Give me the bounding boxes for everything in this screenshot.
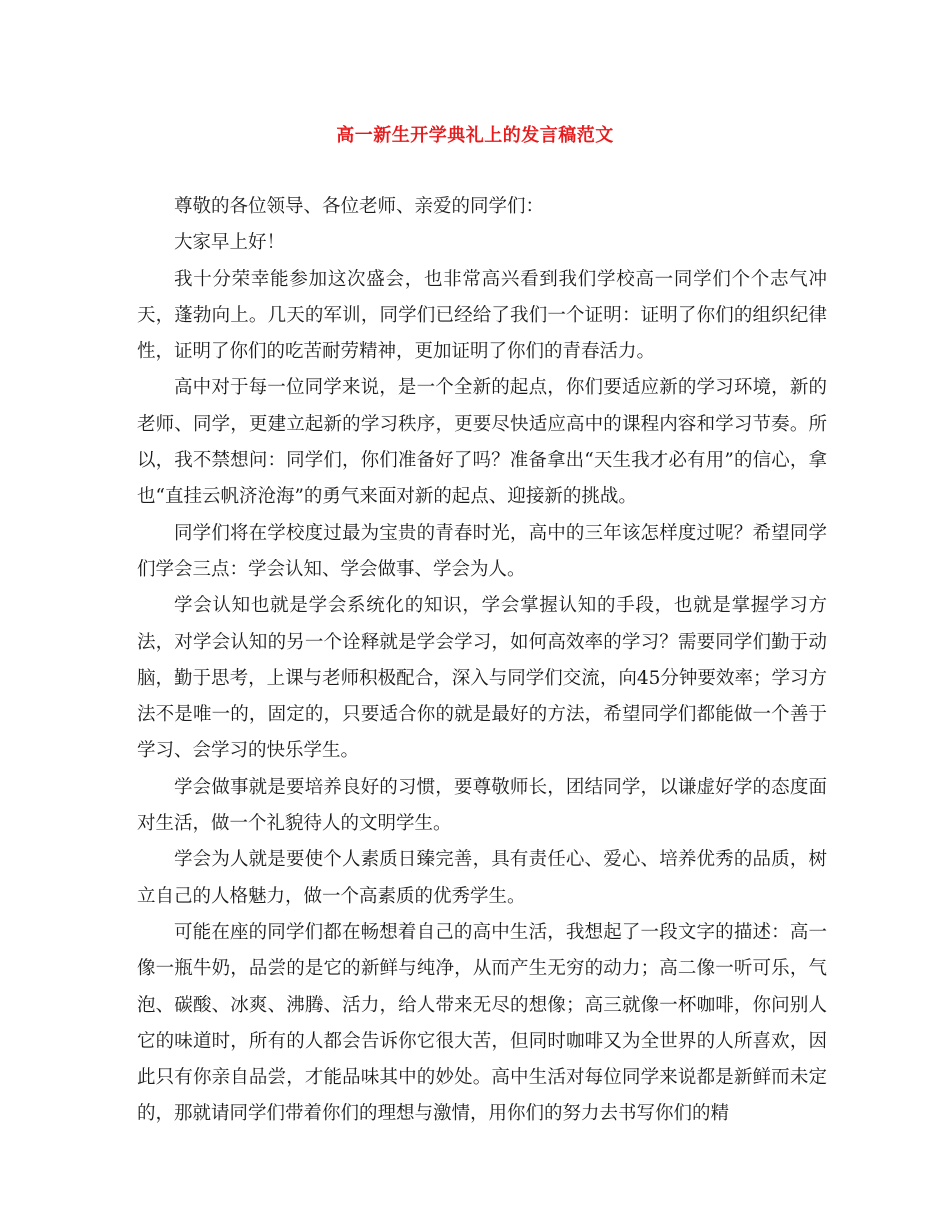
paragraph: 学会为人就是要使个人素质日臻完善，具有责任心、爱心、培养优秀的品质，树立自己的人格魅力，做一个高素质的优秀学生。	[137, 849, 827, 907]
paragraph: 学会认知也就是学会系统化的知识，学会掌握认知的手段，也就是掌握学习方法，对学会认知的另一个诠释就是学会学习，如何高效率的学习？需要同学们勤于动脑，勤于思考，上课与老师积极配合，深入与同学们交流，向45分钟要效率；学习方法不是唯一的，固定的，只要适合你的就是最好的方法，希望同学们都能做一个善于学习、会学习的快乐学生。	[137, 595, 827, 762]
document-title: 高一新生开学典礼上的发言稿范文	[336, 125, 614, 146]
paragraph: 同学们将在学校度过最为宝贵的青春时光，高中的三年该怎样度过呢？希望同学们学会三点：学会认知、学会做事、学会为人。	[137, 522, 827, 580]
paragraph: 高中对于每一位同学来说，是一个全新的起点，你们要适应新的学习环境，新的老师、同学，更建立起新的学习秩序，更要尽快适应高中的课程内容和学习节奏。所以，我不禁想问：同学们，你们准备好了吗？准备拿出“天生我才必有用”的信心，拿也“直挂云帆济沧海”的勇气来面对新的起点、迎接新的挑战。	[137, 377, 827, 508]
paragraph: 学会做事就是要培养良好的习惯，要尊敬师长，团结同学，以谦虚好学的态度面对生活，做一个礼貌待人的文明学生。	[137, 776, 827, 835]
paragraph: 可能在座的同学们都在畅想着自己的高中生活，我想起了一段文字的描述：高一像一瓶牛奶，品尝的是它的新鲜与纯净，从而产生无穷的动力；高二像一听可乐，气泡、碳酸、冰爽、沸腾、活力，给人带来无尽的想像；高三就像一杯咖啡，你问别人它的味道时，所有的人都会告诉你它很大苦，但同时咖啡又为全世界的人所喜欢，因此只有你亲自品尝，才能品味其中的妙处。高中生活对每位同学来说都是新鲜而未定的，那就请同学们带着你们的理想与激情，用你们的努力去书写你们的精	[137, 921, 827, 1125]
document-body	[137, 189, 827, 1133]
paragraph-greeting: 大家早上好！	[174, 232, 286, 254]
paragraph-salutation: 尊敬的各位领导、各位老师、亲爱的同学们：	[174, 196, 545, 217]
paragraph: 我十分荣幸能参加这次盛会，也非常高兴看到我们学校高一同学们个个志气冲天，蓬勃向上。几天的军训，同学们已经给了我们一个证明：证明了你们的组织纪律性，证明了你们的吃苦耐劳精神，更加证明了你们的青春活力。	[137, 268, 827, 363]
